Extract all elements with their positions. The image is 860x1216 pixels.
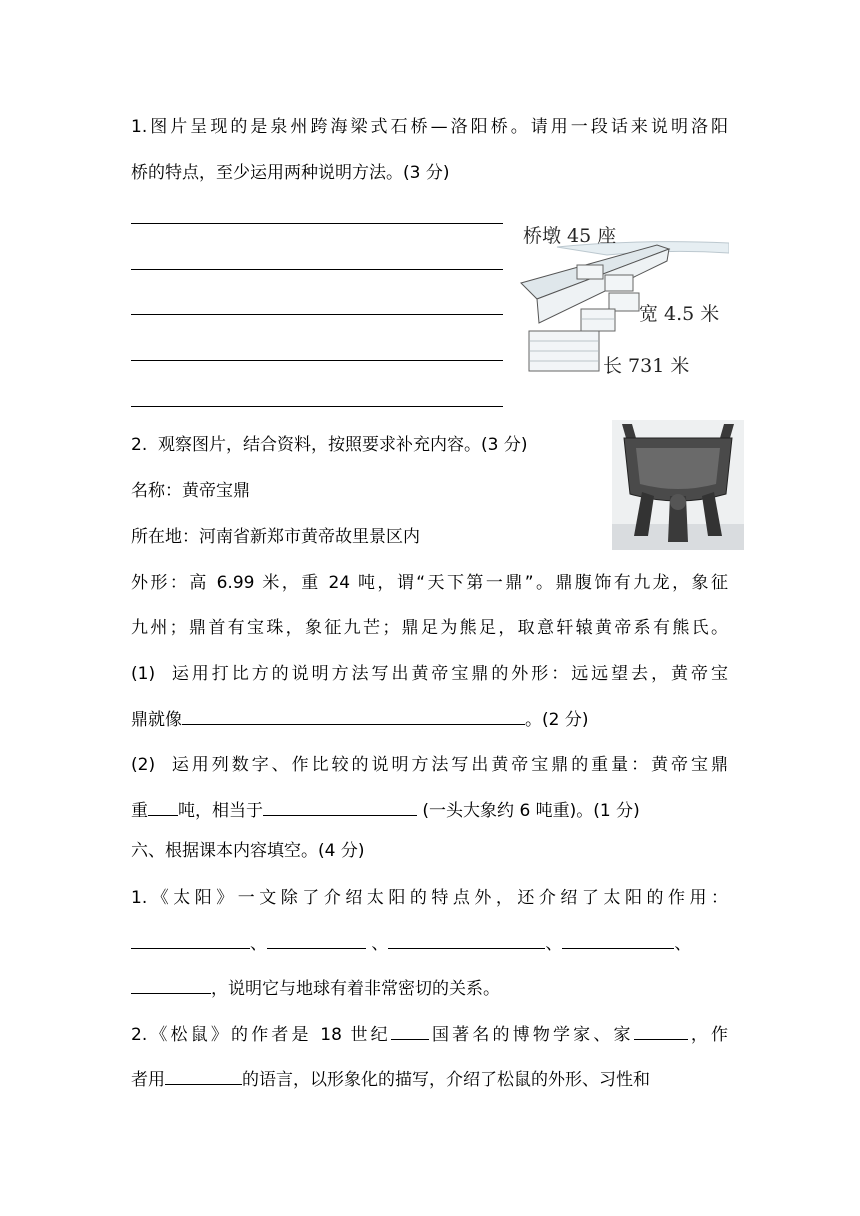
q1-text-line2: 桥的特点，至少运用两种说明方法。(3 分) xyxy=(131,163,450,183)
blank-field[interactable] xyxy=(131,932,250,949)
blank-field[interactable] xyxy=(182,708,525,725)
s6-q2-b: 国著名的博物学家、家 xyxy=(428,1025,634,1045)
q2-sub2-line2 xyxy=(131,799,640,822)
separator: 、 xyxy=(674,934,692,954)
answer-line[interactable] xyxy=(131,406,503,407)
q2-shape-line2: 九州；鼎首有宝珠，象征九芒；鼎足为熊足，取意轩辕黄帝系有熊氏。 xyxy=(131,618,728,638)
separator: 、 xyxy=(545,934,563,954)
bridge-figure xyxy=(517,213,729,381)
q2-sub1-line1: (1) 运用打比方的说明方法写出黄帝宝鼎的外形：远远望去，黄帝宝 xyxy=(131,664,728,684)
separator: 、 xyxy=(250,934,267,954)
separator: 、 xyxy=(366,934,389,954)
s6-q2-c: ，作 xyxy=(687,1025,729,1045)
q2-sub1-pre: 鼎就像 xyxy=(131,710,182,730)
blank-field[interactable] xyxy=(263,799,417,816)
blank-field[interactable] xyxy=(148,799,178,816)
blank-field[interactable] xyxy=(562,932,674,949)
blank-field[interactable] xyxy=(391,1023,429,1040)
answer-line[interactable] xyxy=(131,360,503,361)
section6-heading: 六、根据课本内容填空。(4 分) xyxy=(131,841,365,861)
s6-q1-line3 xyxy=(131,977,500,1000)
q2-sub1-post: 。(2 分) xyxy=(525,710,589,730)
s6-q2-line1 xyxy=(131,1023,728,1046)
q2-name: 名称：黄帝宝鼎 xyxy=(131,481,250,501)
q2-location: 所在地：河南省新郑市黄帝故里景区内 xyxy=(131,527,420,547)
q2-shape-line1: 外形：高 6.99 米，重 24 吨，谓“天下第一鼎”。鼎腹饰有九龙，象征 xyxy=(131,573,728,593)
blank-field[interactable] xyxy=(131,977,211,994)
bronze-tripod-illustration xyxy=(612,420,744,550)
blank-field[interactable] xyxy=(267,932,366,949)
answer-line[interactable] xyxy=(131,223,503,224)
bridge-width-label: 宽 4.5 米 xyxy=(639,303,720,325)
blank-field[interactable] xyxy=(388,932,545,949)
answer-line[interactable] xyxy=(131,269,503,270)
blank-field[interactable] xyxy=(165,1068,242,1085)
tripod-figure xyxy=(612,420,744,550)
q1-text-line1: 1.图片呈现的是泉州跨海梁式石桥—洛阳桥。请用一段话来说明洛阳 xyxy=(131,117,728,137)
bridge-piers-label: 桥墩 45 座 xyxy=(523,225,617,247)
q2-intro: 2. 观察图片，结合资料，按照要求补充内容。(3 分) xyxy=(131,435,528,455)
s6-q2-line2 xyxy=(131,1068,650,1091)
q2-sub2-a: 重 xyxy=(131,801,148,821)
s6-q1-line3-text: ，说明它与地球有着非常密切的关系。 xyxy=(211,979,500,999)
s6-q2-a: 2.《松鼠》的作者是 18 世纪 xyxy=(131,1025,391,1045)
s6-q2-d: 者用 xyxy=(131,1070,165,1090)
answer-line[interactable] xyxy=(131,314,503,315)
bridge-length-label: 长 731 米 xyxy=(603,355,690,377)
s6-q1-line2 xyxy=(131,932,691,955)
s6-q2-e: 的语言，以形象化的描写，介绍了松鼠的外形、习性和 xyxy=(242,1070,650,1090)
blank-field[interactable] xyxy=(634,1023,688,1040)
q2-sub1-line2 xyxy=(131,708,588,731)
q2-sub2-b: 吨，相当于 xyxy=(178,801,263,821)
q2-sub2-line1: (2) 运用列数字、作比较的说明方法写出黄帝宝鼎的重量：黄帝宝鼎 xyxy=(131,755,728,775)
q2-sub2-c: (一头大象约 6 吨重)。(1 分) xyxy=(417,801,640,821)
s6-q1-line1: 1.《太阳》一文除了介绍太阳的特点外，还介绍了太阳的作用： xyxy=(131,888,728,908)
